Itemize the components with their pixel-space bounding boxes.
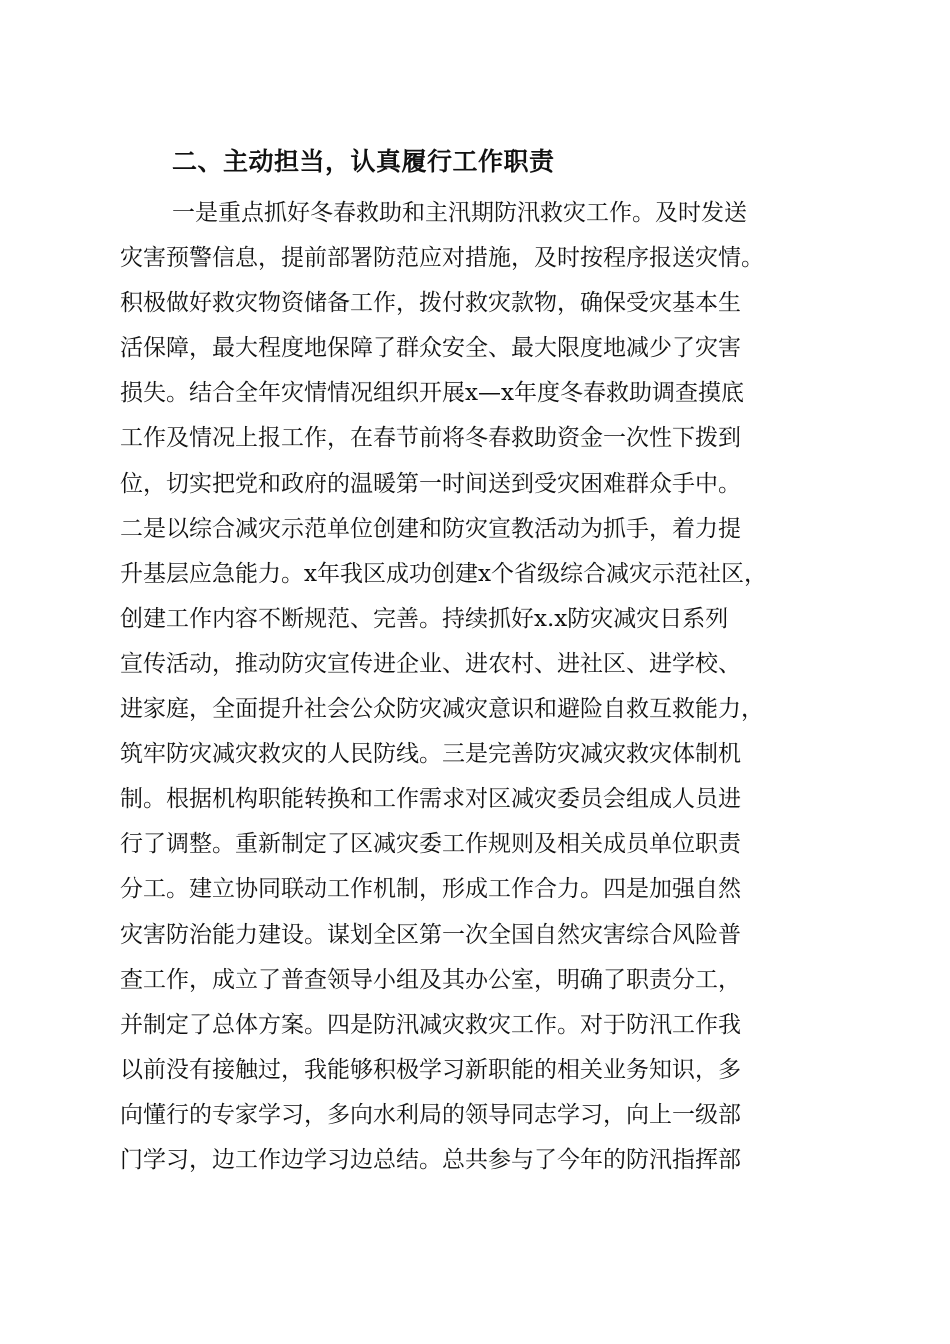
text-line: 工作及情况上报工作，在春节前将冬春救助资金一次性下拨到 xyxy=(120,425,741,452)
text-line: 灾害防治能力建设。谋划全区第一次全国自然灾害综合风险普 xyxy=(120,921,741,948)
text-line: 宣传活动，推动防灾宣传进企业、进农村、进社区、进学校、 xyxy=(120,650,741,677)
text-line: 活保障，最大程度地保障了群众安全、最大限度地减少了灾害 xyxy=(120,335,741,362)
text-line: 分工。建立协同联动工作机制，形成工作合力。四是加强自然 xyxy=(120,876,741,903)
text-line: 以前没有接触过，我能够积极学习新职能的相关业务知识，多 xyxy=(120,1056,741,1083)
text-line: 查工作，成立了普查领导小组及其办公室，明确了职责分工， xyxy=(120,966,741,993)
text-line: 向懂行的专家学习，多向水利局的领导同志学习，向上一级部 xyxy=(120,1101,741,1128)
text-line: 进家庭，全面提升社会公众防灾减灾意识和避险自救互救能力， xyxy=(120,696,764,723)
text-line: 筑牢防灾减灾救灾的人民防线。三是完善防灾减灾救灾体制机 xyxy=(120,741,741,768)
text-line: 升基层应急能力。x年我区成功创建x个省级综合减灾示范社区， xyxy=(120,560,767,587)
text-line: 灾害预警信息，提前部署防范应对措施，及时按程序报送灾情。 xyxy=(120,245,764,272)
text-line: 并制定了总体方案。四是防汛减灾救灾工作。对于防汛工作我 xyxy=(120,1011,741,1038)
text-line: 位，切实把党和政府的温暖第一时间送到受灾困难群众手中。 xyxy=(120,470,741,497)
text-line: 积极做好救灾物资储备工作，拨付救灾款物，确保受灾基本生 xyxy=(120,290,741,317)
text-line: 行了调整。重新制定了区减灾委工作规则及相关成员单位职责 xyxy=(120,831,741,858)
section-heading: 二、主动担当，认真履行工作职责 xyxy=(172,147,555,176)
text-line: 一是重点抓好冬春救助和主汛期防汛救灾工作。及时发送 xyxy=(172,200,747,226)
text-line: 制。根据机构职能转换和工作需求对区减灾委员会组成人员进 xyxy=(120,786,741,813)
body-paragraph xyxy=(120,191,840,1183)
text-line: 损失。结合全年灾情情况组织开展x—x年度冬春救助调查摸底 xyxy=(120,380,744,407)
text-line: 二是以综合减灾示范单位创建和防灾宣教活动为抓手，着力提 xyxy=(120,515,741,542)
text-line: 创建工作内容不断规范、完善。持续抓好x.x防灾减灾日系列 xyxy=(120,605,729,632)
text-line: 门学习，边工作边学习边总结。总共参与了今年的防汛指挥部 xyxy=(120,1146,741,1173)
